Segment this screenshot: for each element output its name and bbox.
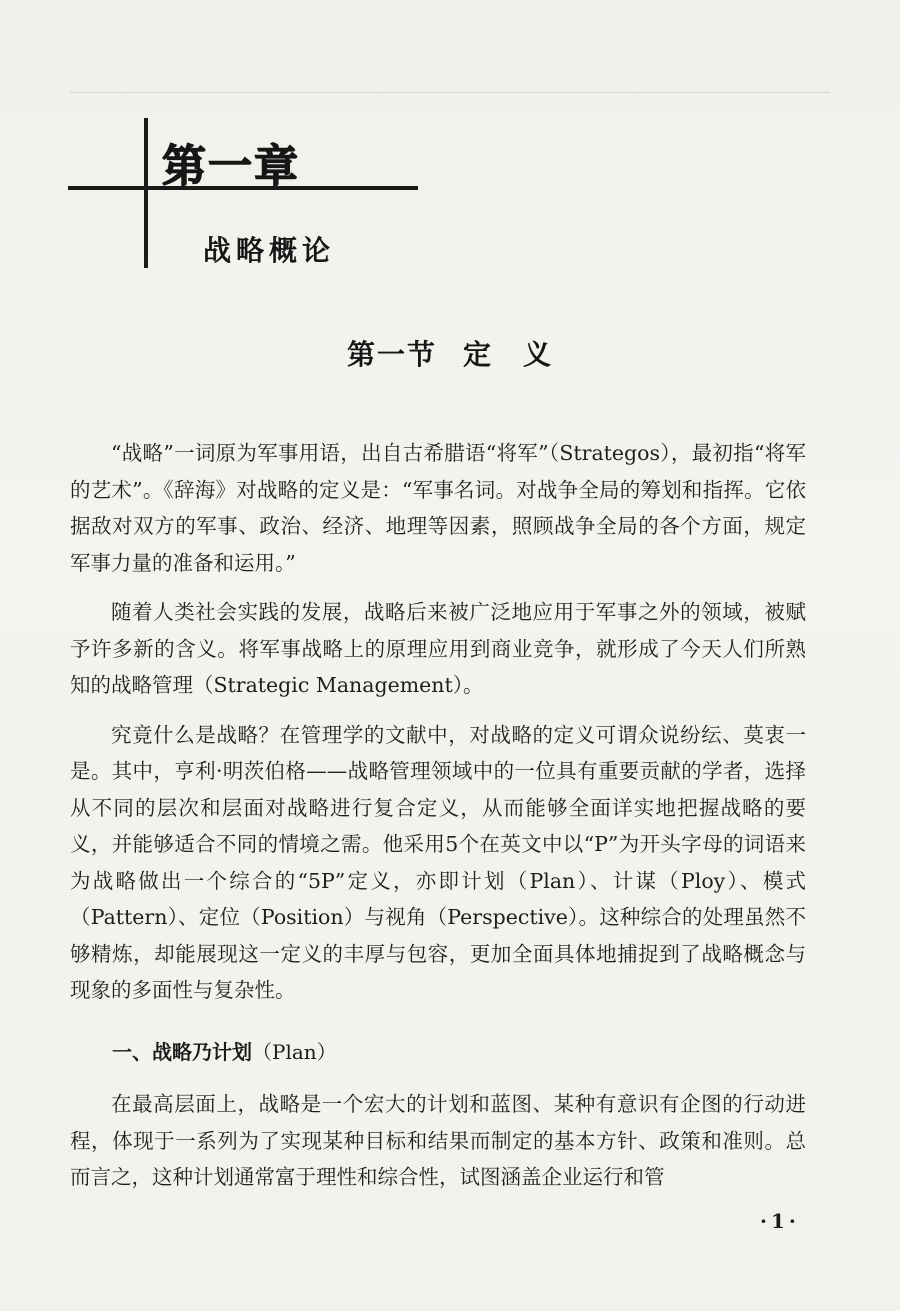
chapter-title: 战略概论 <box>203 234 336 267</box>
paragraph: 在最高层面上，战略是一个宏大的计划和蓝图、某种有意识有企图的行动进程，体现于一系列为了实现某种目标和结果而制定的基本方针、政策和准则。总而言之，这种计划通常富于理性和综合性，试图涵盖企业运行和管 <box>70 1092 806 1189</box>
body-text <box>70 435 806 1022</box>
subsection-heading-en: （Plan） <box>252 1040 337 1064</box>
bleed-through-rule <box>70 92 830 93</box>
chapter-rule-vertical <box>144 118 148 268</box>
chapter-number: 第一章 <box>162 141 300 192</box>
section-heading <box>0 333 900 373</box>
section-title: 定 义 <box>463 338 554 371</box>
subsection-body <box>70 1086 806 1196</box>
paragraph: 随着人类社会实践的发展，战略后来被广泛地应用于军事之外的领域，被赋予许多新的含义。将军事战略上的原理应用到商业竞争，就形成了今天人们所熟知的战略管理（Strategic Management）。 <box>70 600 806 697</box>
section-label: 第一节 <box>346 338 437 371</box>
paragraph: 究竟什么是战略？在管理学的文献中，对战略的定义可谓众说纷纭、莫衷一是。其中，亨利·明茨伯格——战略管理领域中的一位具有重要贡献的学者，选择从不同的层次和层面对战略进行复合定义，从而能够全面详实地把握战略的要义，并能够适合不同的情境之需。他采用5个在英文中以“P”为开头字母的词语来为战略做出一个综合的“5P”定义，亦即计划（Plan）、计谋（Ploy）、模式（Pattern）、定位（Position）与视角（Perspective）。这种综合的处理虽然不够精炼，却能展现这一定义的丰厚与包容，更加全面具体地捕捉到了战略概念与现象的多面性与复杂性。 <box>70 722 806 1002</box>
subsection-heading <box>112 1036 337 1065</box>
paragraph: “战略”一词原为军事用语，出自古希腊语“将军”（Strategos），最初指“将军的艺术”。《辞海》对战略的定义是：“军事名词。对战争全局的筹划和指挥。它依据敌对双方的军事、政治、经济、地理等因素，照顾战争全局的各个方面，规定军事力量的准备和运用。” <box>70 441 806 575</box>
page-number: ·1· <box>760 1209 800 1233</box>
subsection-heading-text: 一、战略乃计划 <box>112 1040 252 1064</box>
